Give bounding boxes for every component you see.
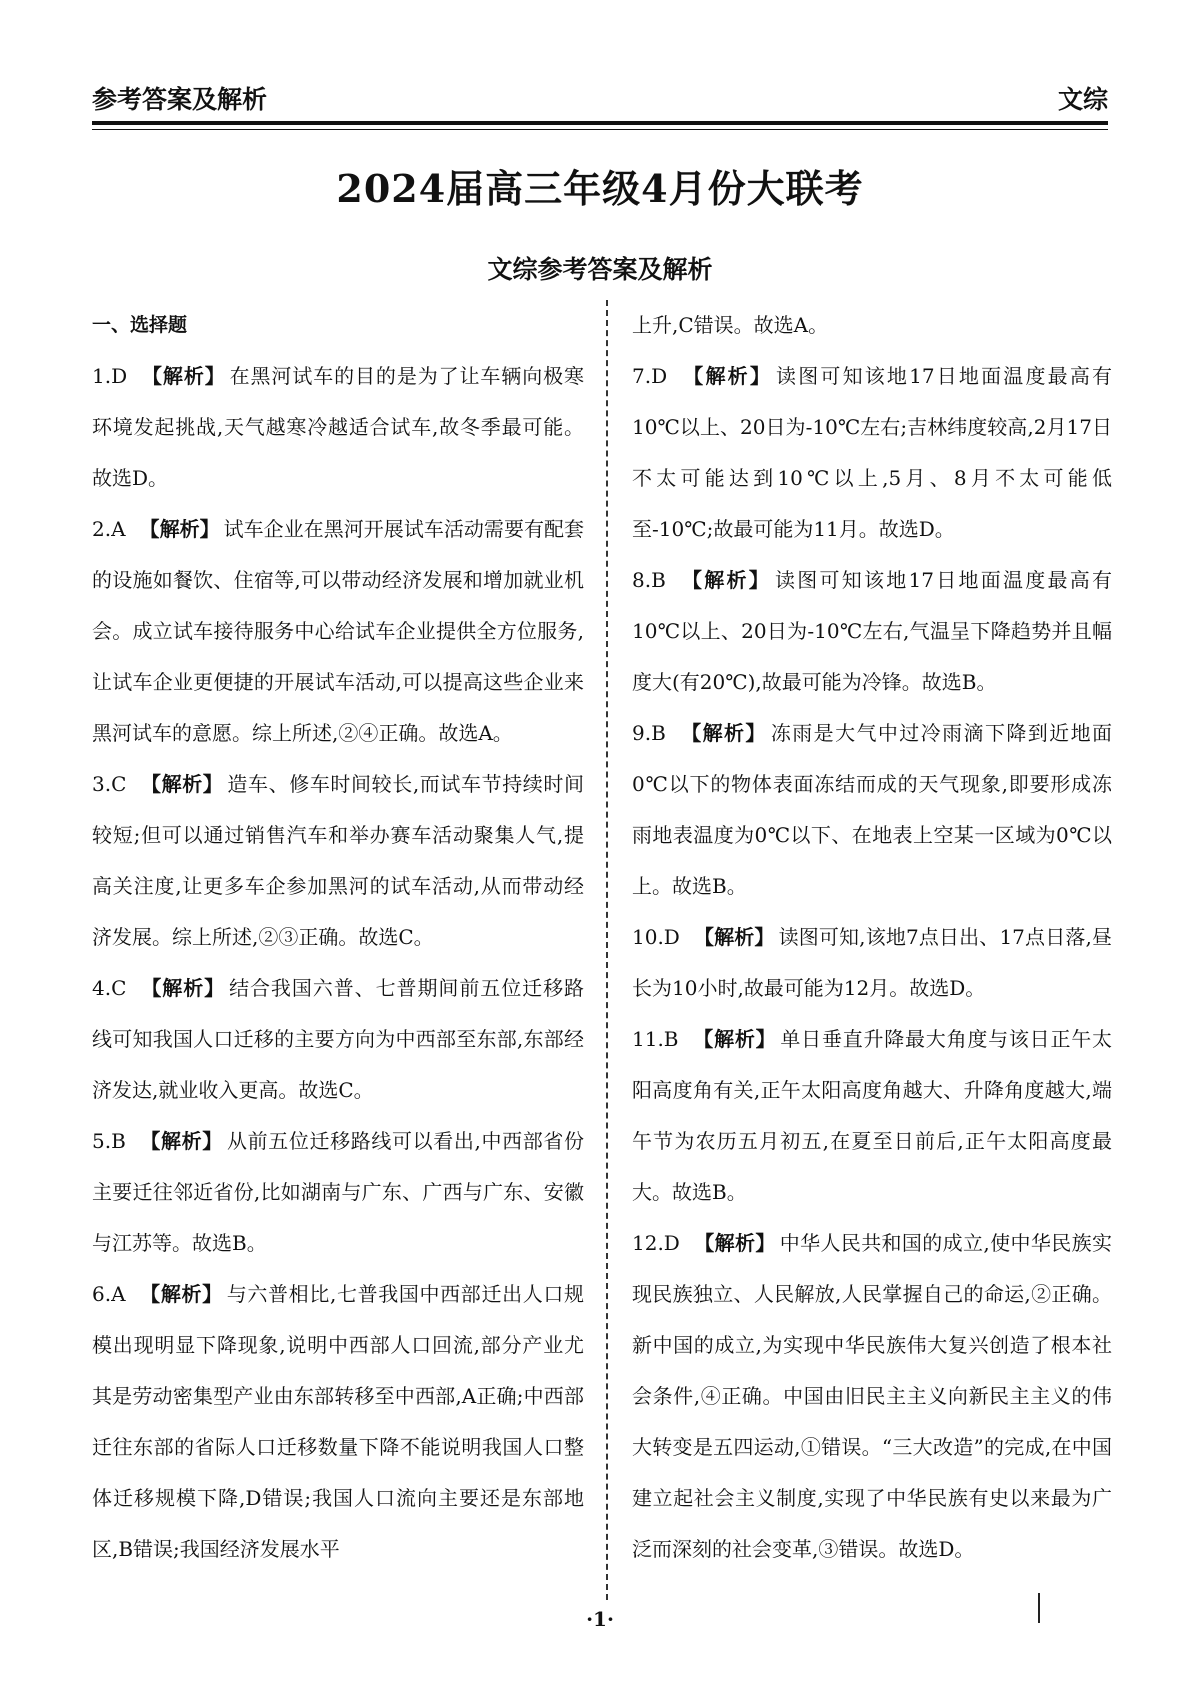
analysis-tag: 【解析】	[692, 1027, 777, 1051]
answer-number: 5.B	[92, 1129, 126, 1153]
right-column	[632, 300, 1112, 1575]
answer-text: 从前五位迁移路线可以看出,中西部省份主要迁往邻近省份,比如湖南与广东、广西与广东、安徽与江苏等。故选B。	[92, 1129, 585, 1255]
answer-text: 试车企业在黑河开展试车活动需要有配套的设施如餐饮、住宿等,可以带动经济发展和增加就业机会。成立试车接待服务中心给试车企业提供全方位服务,让试车企业更便捷的开展试车活动,可以提高这些企业来黑河试车的意愿。综上所述,②④正确。故选A。	[92, 517, 585, 745]
analysis-tag: 【解析】	[139, 517, 220, 541]
answer-item	[632, 555, 1112, 708]
analysis-tag: 【解析】	[140, 976, 226, 1000]
answer-continuation: 上升,C错误。故选A。	[632, 313, 829, 337]
margin-mark	[1038, 1593, 1040, 1623]
answer-text: 冻雨是大气中过冷雨滴下降到近地面0℃以下的物体表面冻结而成的天气现象,即要形成冻雨地表温度为0℃以下、在地表上空某一区域为0℃以上。故选B。	[632, 721, 1113, 898]
analysis-tag: 【解析】	[679, 721, 767, 745]
answer-item	[92, 963, 584, 1116]
answer-text: 与六普相比,七普我国中西部迁出人口规模出现明显下降现象,说明中西部人口回流,部分产业尤其是劳动密集型产业由东部转移至中西部,A正确;中西部迁往东部的省际人口迁移数量下降不能说明我国人口整体迁移规模下降,D错误;我国人口流向主要还是东部地区,B错误;我国经济发展水平	[92, 1282, 585, 1561]
analysis-tag: 【解析】	[679, 568, 772, 592]
answer-item	[92, 759, 584, 963]
header-rule-thin	[92, 129, 1108, 130]
answer-item	[632, 351, 1112, 555]
analysis-tag: 【解析】	[693, 925, 775, 949]
left-column	[92, 300, 584, 1575]
page-header	[92, 78, 1108, 118]
answer-item	[632, 708, 1112, 912]
answer-item	[92, 1269, 584, 1575]
answer-text: 造车、修车时间较长,而试车节持续时间较短;但可以通过销售汽车和举办赛车活动聚集人气,提高关注度,让更多车企参加黑河的试车活动,从而带动经济发展。综上所述,②③正确。故选C。	[92, 772, 585, 949]
answer-text: 读图可知,该地7点日出、17点日落,昼长为10小时,故最可能为12月。故选D。	[632, 925, 1113, 1000]
document-title: 2024届高三年级4月份大联考	[336, 166, 864, 211]
analysis-tag: 【解析】	[681, 364, 773, 388]
answer-text: 单日垂直升降最大角度与该日正午太阳高度角有关,正午太阳高度角越大、升降角度越大,端午节为农历五月初五,在夏至日前后,正午太阳高度最大。故选B。	[632, 1027, 1113, 1204]
page-number: ·1·	[586, 1607, 614, 1631]
answer-number: 12.D	[632, 1231, 680, 1255]
answer-text: 在黑河试车的目的是为了让车辆向极寒环境发起挑战,天气越寒冷越适合试车,故冬季最可能。故选D。	[92, 364, 585, 490]
analysis-tag: 【解析】	[139, 1282, 223, 1306]
analysis-tag: 【解析】	[140, 772, 224, 796]
answer-number: 10.D	[632, 925, 680, 949]
answer-number: 8.B	[632, 568, 666, 592]
answer-text: 结合我国六普、七普期间前五位迁移路线可知我国人口迁移的主要方向为中西部至东部,东部经济发达,就业收入更高。故选C。	[92, 976, 585, 1102]
header-right-label: 文综	[1057, 85, 1108, 114]
answer-number: 3.C	[92, 772, 127, 796]
section-heading: 一、选择题	[92, 314, 188, 336]
answer-number: 11.B	[632, 1027, 679, 1051]
answer-item	[632, 912, 1112, 1014]
answer-text: 读图可知该地17日地面温度最高有10℃以上、20日为-10℃左右;吉林纬度较高,2月17日不太可能达到10℃以上,5月、8月不太可能低至-10℃;故最可能为11月。故选D。	[632, 364, 1113, 541]
answer-item	[92, 1116, 584, 1269]
answer-item	[92, 504, 584, 759]
analysis-tag: 【解析】	[693, 1231, 776, 1255]
answer-number: 1.D	[92, 364, 128, 388]
analysis-tag: 【解析】	[139, 1129, 223, 1153]
answer-number: 6.A	[92, 1282, 126, 1306]
answer-number: 7.D	[632, 364, 668, 388]
answer-item	[632, 1014, 1112, 1218]
answer-item	[632, 1218, 1112, 1575]
answer-text: 读图可知该地17日地面温度最高有10℃以上、20日为-10℃左右,气温呈下降趋势并且幅度大(有20℃),故最可能为冷锋。故选B。	[632, 568, 1113, 694]
header-rule-thick	[92, 121, 1108, 125]
answer-number: 2.A	[92, 517, 126, 541]
answer-number: 4.C	[92, 976, 127, 1000]
document-subtitle: 文综参考答案及解析	[487, 255, 713, 284]
answer-text: 中华人民共和国的成立,使中华民族实现民族独立、人民解放,人民掌握自己的命运,②正确。新中国的成立,为实现中华民族伟大复兴创造了根本社会条件,④正确。中国由旧民主主义向新民主主义的伟大转变是五四运动,①错误。“三大改造”的完成,在中国建立起社会主义制度,实现了中华民族有史以来最为广泛而深刻的社会变革,③错误。故选D。	[632, 1231, 1113, 1561]
analysis-tag: 【解析】	[141, 364, 226, 388]
column-divider	[606, 300, 608, 1600]
answer-item	[92, 351, 584, 504]
header-left-label: 参考答案及解析	[92, 85, 268, 114]
left-answer-list	[92, 351, 584, 1575]
right-answer-list	[632, 351, 1112, 1575]
answer-number: 9.B	[632, 721, 666, 745]
